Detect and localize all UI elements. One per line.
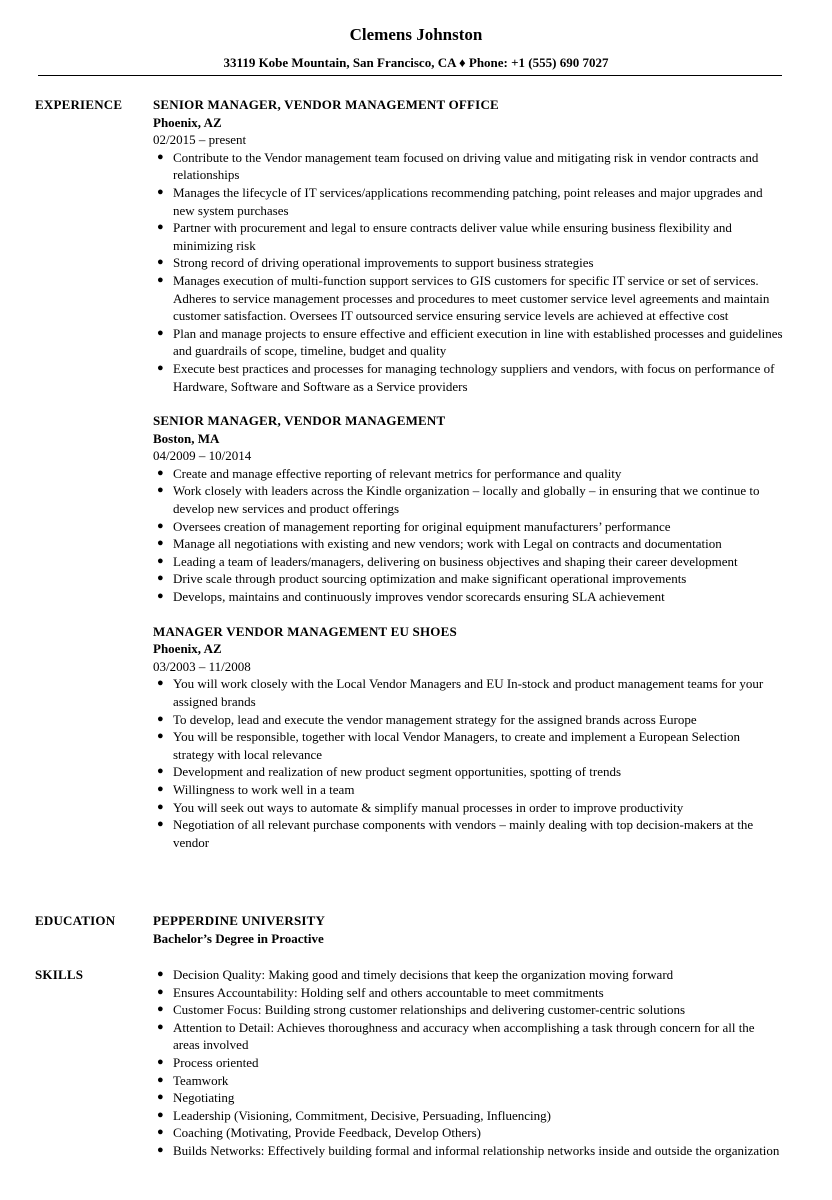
skill-item bbox=[153, 966, 783, 984]
education-body bbox=[153, 912, 793, 947]
bullet-text: To develop, lead and execute the vendor management strategy for the assigned brands across Europe bbox=[173, 711, 697, 727]
resume-name: Clemens Johnston bbox=[349, 25, 483, 44]
bullet-item bbox=[153, 781, 783, 799]
bullet-text: Develops, maintains and continuously improves vendor scorecards ensuring SLA achievement bbox=[173, 589, 665, 605]
skill-text: Teamwork bbox=[173, 1072, 229, 1088]
job-entry bbox=[153, 96, 793, 395]
bullet-item bbox=[153, 149, 783, 184]
bullet-item bbox=[153, 728, 783, 763]
job-dates: 03/2003 – 11/2008 bbox=[153, 658, 251, 674]
experience-heading: EXPERIENCE bbox=[35, 97, 123, 112]
bullet-text: Work closely with leaders across the Kindle organization – locally and globally – in ensuring that we continue to develop new services and product offerings bbox=[173, 483, 760, 517]
bullet-item bbox=[153, 325, 783, 360]
bullet-item bbox=[153, 482, 783, 517]
bullet-text: You will seek out ways to automate & simplify manual processes in order to improve productivity bbox=[173, 799, 684, 815]
bullet-text: Manages the lifecycle of IT services/applications recommending patching, point releases and major upgrades and new system purchases bbox=[173, 184, 763, 218]
bullet-text: Strong record of driving operational improvements to support business strategies bbox=[173, 255, 594, 271]
skills-list bbox=[153, 966, 793, 1160]
bullet-icon: ● bbox=[157, 1055, 164, 1068]
bullet-icon: ● bbox=[157, 818, 164, 831]
bullet-item bbox=[153, 360, 783, 395]
job-entry bbox=[153, 623, 793, 852]
bullet-text: You will be responsible, together with local Vendor Managers, to create and implement a European Selection strategy with local relevance bbox=[173, 729, 741, 762]
bullet-text: Negotiation of all relevant purchase components with vendors – mainly dealing with top decision-makers at the vendor bbox=[173, 817, 754, 850]
job-location: Phoenix, AZ bbox=[153, 641, 222, 657]
bullet-item bbox=[153, 675, 783, 710]
bullet-icon: ● bbox=[157, 1108, 164, 1121]
bullet-text: Create and manage effective reporting of relevant metrics for performance and quality bbox=[173, 465, 622, 481]
skill-item bbox=[153, 1072, 783, 1090]
bullet-icon: ● bbox=[157, 361, 164, 374]
bullet-icon: ● bbox=[157, 590, 164, 603]
bullet-text: Execute best practices and processes for managing technology suppliers and vendors, with focus on performance of Hardware, Software and Software as a Service providers bbox=[173, 360, 775, 394]
skill-text: Process oriented bbox=[173, 1054, 259, 1070]
job-bullets bbox=[153, 465, 793, 606]
bullet-icon: ● bbox=[157, 765, 164, 778]
bullet-item bbox=[153, 219, 783, 254]
bullet-icon: ● bbox=[157, 484, 164, 497]
skill-text: Customer Focus: Building strong customer relationships and delivering customer-centric solutions bbox=[173, 1002, 686, 1018]
bullet-text: You will work closely with the Local Vendor Managers and EU In-stock and product management teams for your assigned brands bbox=[173, 676, 764, 709]
bullet-icon: ● bbox=[157, 273, 164, 286]
skill-item bbox=[153, 1019, 783, 1054]
bullet-icon: ● bbox=[157, 968, 164, 980]
contact-line: 33119 Kobe Mountain, San Francisco, CA ♦ Phone: +1 (555) 690 7027 bbox=[223, 55, 609, 70]
job-bullets bbox=[153, 149, 793, 395]
skills-heading: SKILLS bbox=[35, 967, 84, 982]
bullet-item bbox=[153, 588, 783, 606]
bullet-icon: ● bbox=[157, 1126, 164, 1139]
skill-text: Negotiating bbox=[173, 1090, 235, 1106]
skill-item bbox=[153, 1142, 783, 1160]
bullet-icon: ● bbox=[157, 150, 164, 163]
bullet-item bbox=[153, 465, 783, 483]
bullet-icon: ● bbox=[157, 519, 164, 532]
bullet-icon: ● bbox=[157, 185, 164, 198]
bullet-icon: ● bbox=[157, 466, 164, 479]
bullet-item bbox=[153, 570, 783, 588]
bullet-item bbox=[153, 272, 783, 325]
bullet-text: Manages execution of multi-function support services to GIS customers for specific IT service or set of services. Adheres to service management processes and procedures to meet customer service level agreements and maintain customer satisfaction. Oversees IT outsourced service ensuring service levels are achieved at effective cost bbox=[173, 272, 770, 324]
bullet-icon: ● bbox=[157, 1020, 164, 1033]
bullet-text: Manage all negotiations with existing and new vendors; work with Legal on contracts and documentation bbox=[173, 536, 722, 552]
bullet-item bbox=[153, 711, 783, 729]
bullet-item bbox=[153, 535, 783, 553]
skill-text: Decision Quality: Making good and timely decisions that keep the organization moving forward bbox=[173, 967, 674, 982]
education-heading: EDUCATION bbox=[35, 913, 116, 928]
skill-text: Ensures Accountability: Holding self and others accountable to meet commitments bbox=[173, 984, 604, 1000]
bullet-icon: ● bbox=[157, 730, 164, 743]
skill-text: Builds Networks: Effectively building formal and informal relationship networks inside and outside the organization bbox=[173, 1142, 780, 1158]
bullet-icon: ● bbox=[157, 256, 164, 269]
skill-item bbox=[153, 984, 783, 1002]
degree: Bachelor’s Degree in Proactive bbox=[153, 930, 324, 946]
experience-body bbox=[153, 96, 793, 868]
bullet-text: Contribute to the Vendor management team focused on driving value and mitigating risk in vendor contracts and relationships bbox=[173, 149, 759, 183]
job-title: SENIOR MANAGER, VENDOR MANAGEMENT bbox=[153, 413, 446, 429]
bullet-icon: ● bbox=[157, 537, 164, 550]
skill-text: Leadership (Visioning, Commitment, Decisive, Persuading, Influencing) bbox=[173, 1107, 551, 1123]
bullet-text: Willingness to work well in a team bbox=[173, 781, 355, 797]
bullet-text: Plan and manage projects to ensure effective and efficient execution in line with established processes and guidelines and guardrails of scope, timeline, budget and quality bbox=[173, 325, 783, 359]
skill-text: Coaching (Motivating, Provide Feedback, Develop Others) bbox=[173, 1125, 481, 1141]
job-dates: 04/2009 – 10/2014 bbox=[153, 448, 252, 464]
bullet-item bbox=[153, 799, 783, 817]
job-dates: 02/2015 – present bbox=[153, 132, 247, 148]
bullet-icon: ● bbox=[157, 782, 164, 795]
bullet-text: Drive scale through product sourcing optimization and make significant operational improvements bbox=[173, 571, 687, 587]
bullet-text: Oversees creation of management reporting for original equipment manufacturers’ performance bbox=[173, 518, 671, 534]
skill-item bbox=[153, 1089, 783, 1107]
bullet-icon: ● bbox=[157, 1143, 164, 1156]
bullet-item bbox=[153, 763, 783, 781]
bullet-item bbox=[153, 254, 783, 272]
skills-body bbox=[153, 966, 793, 1160]
skill-item bbox=[153, 1001, 783, 1019]
bullet-icon: ● bbox=[157, 677, 164, 690]
skill-item bbox=[153, 1124, 783, 1142]
skill-item bbox=[153, 1107, 783, 1125]
bullet-item bbox=[153, 816, 783, 851]
bullet-text: Development and realization of new product segment opportunities, spotting of trends bbox=[173, 764, 622, 780]
bullet-icon: ● bbox=[157, 221, 164, 234]
bullet-text: Partner with procurement and legal to ensure contracts deliver value while ensuring business flexibility and minimizing risk bbox=[173, 220, 732, 253]
bullet-icon: ● bbox=[157, 326, 164, 339]
bullet-icon: ● bbox=[157, 712, 164, 725]
bullet-item bbox=[153, 184, 783, 219]
school-name: PEPPERDINE UNIVERSITY bbox=[153, 913, 326, 928]
bullet-icon: ● bbox=[157, 1073, 164, 1086]
bullet-icon: ● bbox=[157, 985, 164, 998]
bullet-icon: ● bbox=[157, 800, 164, 813]
bullet-icon: ● bbox=[157, 1003, 164, 1016]
job-title: MANAGER VENDOR MANAGEMENT EU SHOES bbox=[153, 623, 457, 639]
job-location: Boston, MA bbox=[153, 430, 220, 446]
header-divider bbox=[38, 75, 782, 76]
bullet-icon: ● bbox=[157, 572, 164, 585]
bullet-icon: ● bbox=[157, 1091, 164, 1104]
skill-text: Attention to Detail: Achieves thoroughness and accuracy when accomplishing a task through concern for all the areas involved bbox=[173, 1019, 755, 1053]
job-entry bbox=[153, 412, 793, 606]
job-location: Phoenix, AZ bbox=[153, 114, 222, 130]
job-title: SENIOR MANAGER, VENDOR MANAGEMENT OFFICE bbox=[153, 97, 499, 112]
bullet-item bbox=[153, 553, 783, 571]
bullet-text: Leading a team of leaders/managers, delivering on business objectives and shaping their career development bbox=[173, 553, 738, 569]
bullet-item bbox=[153, 518, 783, 536]
skill-item bbox=[153, 1054, 783, 1072]
job-bullets bbox=[153, 675, 793, 851]
bullet-icon: ● bbox=[157, 554, 164, 567]
